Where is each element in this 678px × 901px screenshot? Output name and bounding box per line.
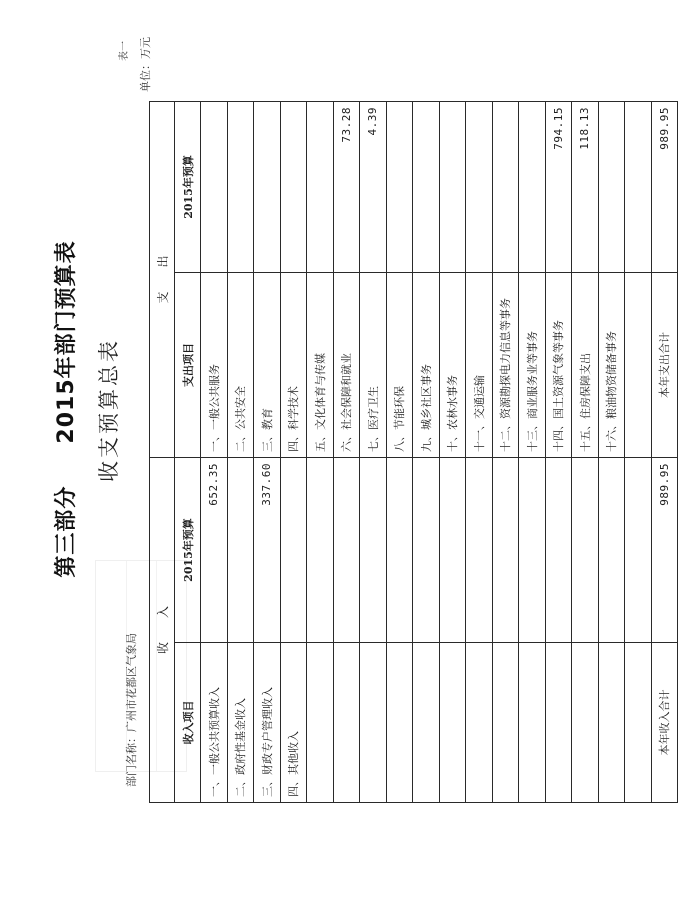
income-item-cell xyxy=(360,643,387,803)
expense-budget-cell: 118.13 xyxy=(572,101,599,272)
expense-budget-cell: 73.28 xyxy=(333,101,360,272)
expense-item-cell: 七、医疗卫生 xyxy=(360,272,387,457)
expense-item-cell: 九、城乡社区事务 xyxy=(413,272,440,457)
income-budget-cell xyxy=(280,457,307,642)
table-row xyxy=(386,101,413,802)
expense-item-cell: 二、公共安全 xyxy=(227,272,254,457)
income-item-cell xyxy=(386,643,413,803)
income-budget-cell xyxy=(386,457,413,642)
expense-item-cell: 十一、交通运输 xyxy=(466,272,493,457)
expense-budget-cell xyxy=(466,101,493,272)
expense-total-value: 989.95 xyxy=(651,101,678,272)
document-heading xyxy=(49,179,80,639)
income-item-cell: 三、财政专户管理收入 xyxy=(254,643,281,803)
table-row xyxy=(572,101,599,802)
income-budget-cell xyxy=(545,457,572,642)
income-budget-cell xyxy=(333,457,360,642)
expense-budget-cell xyxy=(227,101,254,272)
income-item-cell xyxy=(625,643,652,803)
table-row xyxy=(413,101,440,802)
income-budget-cell: 337.60 xyxy=(254,457,281,642)
income-item-cell xyxy=(519,643,546,803)
expense-budget-cell xyxy=(254,101,281,272)
expense-item-cell: 十三、商业服务业等事务 xyxy=(519,272,546,457)
income-item-cell xyxy=(466,643,493,803)
table-row xyxy=(254,101,281,802)
expense-budget-cell xyxy=(519,101,546,272)
expense-item-cell: 十六、粮油物资储备事务 xyxy=(598,272,625,457)
expense-budget-cell xyxy=(492,101,519,272)
table-row xyxy=(201,101,228,802)
income-budget-cell xyxy=(492,457,519,642)
table-row xyxy=(227,101,254,802)
table-row xyxy=(307,101,334,802)
income-budget-header: 2015年预算 xyxy=(175,457,201,642)
expense-item-cell: 三、教育 xyxy=(254,272,281,457)
income-budget-cell xyxy=(466,457,493,642)
income-item-cell xyxy=(439,643,466,803)
income-item-cell: 一、一般公共预算收入 xyxy=(201,643,228,803)
income-budget-cell xyxy=(598,457,625,642)
expense-budget-cell xyxy=(598,101,625,272)
rotated-budget-page xyxy=(45,37,672,845)
income-budget-cell xyxy=(227,457,254,642)
table-number: 表一 xyxy=(119,41,130,61)
table-row xyxy=(519,101,546,802)
budget-table xyxy=(149,101,678,803)
table-row xyxy=(280,101,307,802)
expense-item-cell: 十五、住房保障支出 xyxy=(572,272,599,457)
part-label: 第三部分 xyxy=(54,485,79,578)
table-row xyxy=(333,101,360,802)
expense-item-cell: 十、农林水事务 xyxy=(439,272,466,457)
income-budget-cell xyxy=(413,457,440,642)
income-item-cell xyxy=(572,643,599,803)
expense-budget-cell xyxy=(201,101,228,272)
expense-budget-cell xyxy=(386,101,413,272)
table-row xyxy=(598,101,625,802)
table-row xyxy=(466,101,493,802)
expense-item-cell: 一、一般公共服务 xyxy=(201,272,228,457)
income-budget-cell xyxy=(572,457,599,642)
expense-budget-cell xyxy=(307,101,334,272)
expense-budget-cell xyxy=(439,101,466,272)
income-item-cell xyxy=(545,643,572,803)
table-subtitle: 收支预算总表 xyxy=(97,338,121,482)
expense-group-header: 支 出 xyxy=(150,101,175,457)
income-item-header: 收入项目 xyxy=(175,643,201,803)
income-item-cell xyxy=(598,643,625,803)
income-item-cell: 四、其他收入 xyxy=(280,643,307,803)
income-item-cell xyxy=(413,643,440,803)
unit-label: 单位：万元 xyxy=(139,37,152,92)
income-budget-cell xyxy=(519,457,546,642)
expense-item-cell: 十二、资源勘探电力信息等事务 xyxy=(492,272,519,457)
expense-item-cell: 六、社会保障和就业 xyxy=(333,272,360,457)
table-row xyxy=(625,101,652,802)
table-row xyxy=(545,101,572,802)
expense-item-header: 支出项目 xyxy=(175,272,201,457)
table-row xyxy=(492,101,519,802)
expense-item-cell: 十四、国土资源气象等事务 xyxy=(545,272,572,457)
expense-budget-cell xyxy=(625,101,652,272)
expense-budget-cell: 794.15 xyxy=(545,101,572,272)
income-budget-cell xyxy=(307,457,334,642)
income-total-value: 989.95 xyxy=(651,457,678,642)
expense-item-cell: 五、文化体育与传媒 xyxy=(307,272,334,457)
expense-item-cell xyxy=(625,272,652,457)
income-item-cell xyxy=(333,643,360,803)
expense-budget-cell xyxy=(280,101,307,272)
income-group-header: 收 入 xyxy=(150,457,175,802)
expense-item-cell: 八、节能环保 xyxy=(386,272,413,457)
income-item-cell: 二、政府性基金收入 xyxy=(227,643,254,803)
income-item-cell xyxy=(492,643,519,803)
table-row xyxy=(439,101,466,802)
table-body xyxy=(201,101,652,802)
expense-item-cell: 四、科学技术 xyxy=(280,272,307,457)
expense-budget-cell: 4.39 xyxy=(360,101,387,272)
income-budget-cell: 652.35 xyxy=(201,457,228,642)
table-row xyxy=(360,101,387,802)
document-title: 2015年部门预算表 xyxy=(54,240,79,444)
income-item-cell xyxy=(307,643,334,803)
department-name: 部门名称：广州市花都区气象局 xyxy=(125,633,138,787)
income-total-label: 本年收入合计 xyxy=(651,643,678,803)
income-budget-cell xyxy=(625,457,652,642)
expense-budget-header: 2015年预算 xyxy=(175,101,201,272)
expense-total-label: 本年支出合计 xyxy=(651,272,678,457)
income-budget-cell xyxy=(360,457,387,642)
totals-row xyxy=(651,101,678,802)
income-budget-cell xyxy=(439,457,466,642)
expense-budget-cell xyxy=(413,101,440,272)
